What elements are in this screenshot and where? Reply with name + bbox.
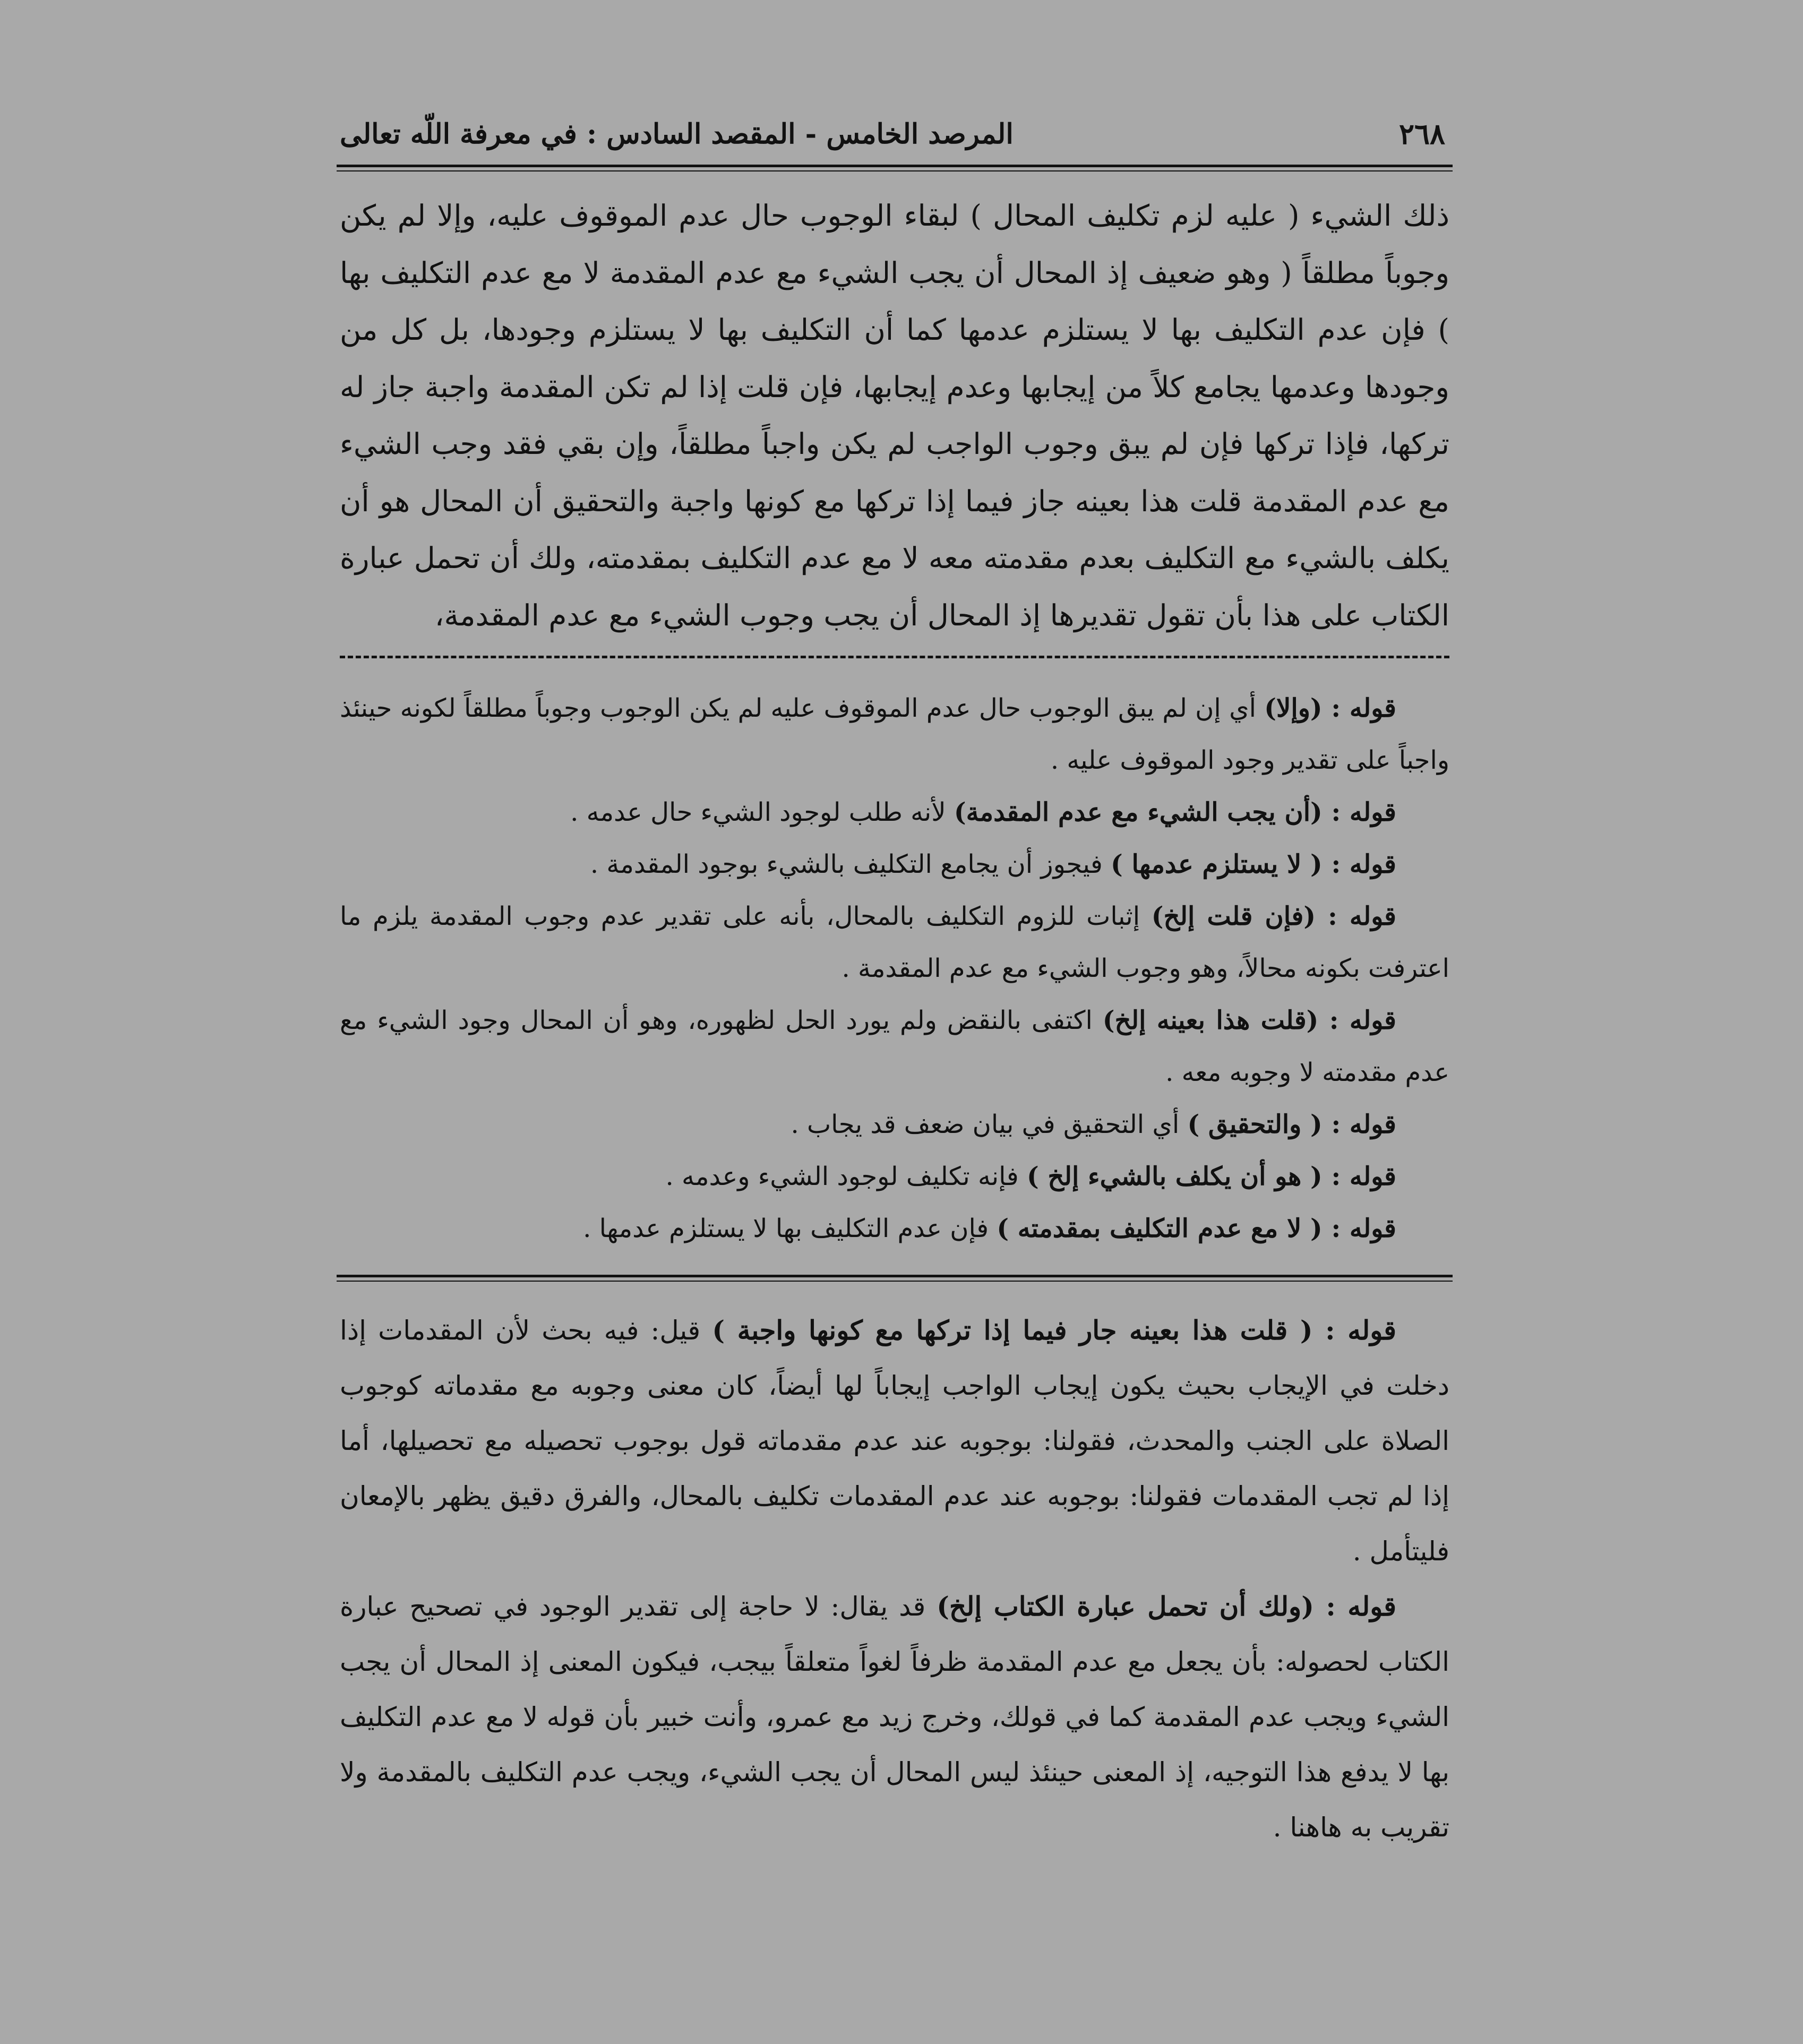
commentary-label: قوله : <box>1313 1591 1396 1622</box>
footnote-label: قوله : <box>1322 1162 1396 1191</box>
footnote-text: إثبات للزوم التكليف بالمحال، بأنه على تقدير عدم وجوب المقدمة يلزم ما اعترفت بكونه محالاً، وهو وجوب الشيء مع عدم المقدمة . <box>340 901 1449 983</box>
footnote <box>340 994 1449 1098</box>
commentary-quote: ( قلت هذا بعينه جار فيما إذا تركها مع كونها واجبة ) <box>712 1315 1313 1346</box>
footnote-text: لأنه طلب لوجود الشيء حال عدمه . <box>570 797 954 827</box>
footnote <box>340 786 1449 838</box>
page-header <box>340 101 1449 165</box>
footnote <box>340 838 1449 890</box>
footnotes <box>340 682 1449 1255</box>
dashed-divider <box>340 656 1449 658</box>
footnote-text: أي التحقيق في بيان ضعف قد يجاب . <box>791 1110 1188 1139</box>
header-rule <box>337 165 1453 171</box>
footnote <box>340 1098 1449 1150</box>
footnote-label: قوله : <box>1322 693 1396 723</box>
commentary-paragraph <box>340 1303 1449 1579</box>
footnote-text: فيجوز أن يجامع التكليف بالشيء بوجود المقدمة . <box>590 849 1111 879</box>
commentary-text: قد يقال: لا حاجة إلى تقدير الوجود في تصحيح عبارة الكتاب لحصوله: بأن يجعل مع عدم المقدمة ظرفاً لغواً متعلقاً بيجب، فيكون المعنى إذ المحال أن يجب الشيء ويجب عدم المقدمة كما في قولك، وخرج زيد مع عمرو، وأنت خبير بأن قوله لا مع عدم التكليف بها لا يدفع هذا التوجيه، إذ المعنى حينئذ ليس المحال أن يجب الشيء، ويجب عدم التكليف بالمقدمة ولا تقريب به هاهنا . <box>340 1591 1450 1843</box>
footnote-quote: (وإلا) <box>1264 693 1323 723</box>
footnote <box>340 682 1449 786</box>
commentary <box>340 1303 1449 1855</box>
footnote-quote: (قلت هذا بعينه إلخ) <box>1102 1006 1319 1035</box>
footnote-text: فإن عدم التكليف بها لا يستلزم عدمها . <box>583 1214 997 1243</box>
footnote-quote: (فإن قلت إلخ) <box>1151 901 1316 931</box>
footnote <box>340 890 1449 994</box>
commentary-text: قيل: فيه بحث لأن المقدمات إذا دخلت في الإيجاب بحيث يكون إيجاب الواجب إيجاباً لها أيضاً، كان معنى وجوبه مع مقدماته كوجوب الصلاة على الجنب والمحدث، فقولنا: بوجوبه عند عدم مقدماته قول بوجوب تحصيله مع تحصيلها، أما إذا لم تجب المقدمات فقولنا: بوجوبه عند عدم المقدمات تكليف بالمحال، والفرق دقيق يظهر بالإمعان فليتأمل . <box>340 1315 1449 1567</box>
commentary-quote: (ولك أن تحمل عبارة الكتاب إلخ) <box>937 1591 1314 1622</box>
commentary-paragraph <box>340 1579 1449 1855</box>
footnote-quote: ( لا يستلزم عدمها ) <box>1111 849 1323 879</box>
footnote-quote: (أن يجب الشيء مع عدم المقدمة) <box>954 797 1323 827</box>
footnote-label: قوله : <box>1322 849 1396 879</box>
footnote-quote: ( لا مع عدم التكليف بمقدمته ) <box>997 1214 1323 1243</box>
footnote-label: قوله : <box>1322 1214 1396 1243</box>
footnote-label: قوله : <box>1322 797 1396 827</box>
running-title: المرصد الخامس - المقصد السادس : في معرفة اللّه تعالى <box>340 118 1014 150</box>
footnote-label: قوله : <box>1316 901 1396 931</box>
commentary-rule <box>337 1275 1453 1282</box>
book-page <box>340 101 1449 1855</box>
footnote-text: فإنه تكليف لوجود الشيء وعدمه . <box>665 1162 1027 1191</box>
commentary-label: قوله : <box>1312 1315 1396 1346</box>
footnote <box>340 1203 1449 1255</box>
main-text: ذلك الشيء ( عليه لزم تكليف المحال ) لبقاء الوجوب حال عدم الموقوف عليه، وإلا لم يكن وجوباً مطلقاً ( وهو ضعيف إذ المحال أن يجب الشيء مع عدم المقدمة لا مع عدم التكليف بها ) فإن عدم التكليف بها لا يستلزم عدمها كما أن التكليف بها لا يستلزم وجودها، بل كل من وجودها وعدمها يجامع كلاً من إيجابها وعدم إيجابها، فإن قلت إذا لم تكن المقدمة واجبة جاز له تركها، فإذا تركها فإن لم يبق وجوب الواجب لم يكن واجباً مطلقاً، وإن بقي فقد وجب الشيء مع عدم المقدمة قلت هذا بعينه جاز فيما إذا تركها مع كونها واجبة والتحقيق أن المحال هو أن يكلف بالشيء مع التكليف بعدم مقدمته معه لا مع عدم التكليف بمقدمته، ولك أن تحمل عبارة الكتاب على هذا بأن تقول تقديرها إذ المحال أن يجب وجوب الشيء مع عدم المقدمة، <box>340 199 1449 632</box>
footnote-label: قوله : <box>1322 1110 1396 1139</box>
footnote-text: أي إن لم يبق الوجوب حال عدم الموقوف عليه لم يكن الوجوب وجوباً مطلقاً لكونه حينئذ واجباً على تقدير وجود الموقوف عليه . <box>340 693 1449 775</box>
footnote <box>340 1150 1449 1203</box>
footnote-text: اكتفى بالنقض ولم يورد الحل لظهوره، وهو أن المحال وجود الشيء مع عدم مقدمته لا وجوبه معه . <box>340 1006 1449 1087</box>
footnote-quote: ( هو أن يكلف بالشيء إلخ ) <box>1026 1162 1323 1191</box>
page-number: ٢٦٨ <box>1398 117 1445 151</box>
footnote-quote: ( والتحقيق ) <box>1187 1110 1323 1139</box>
footnote-label: قوله : <box>1318 1006 1397 1035</box>
